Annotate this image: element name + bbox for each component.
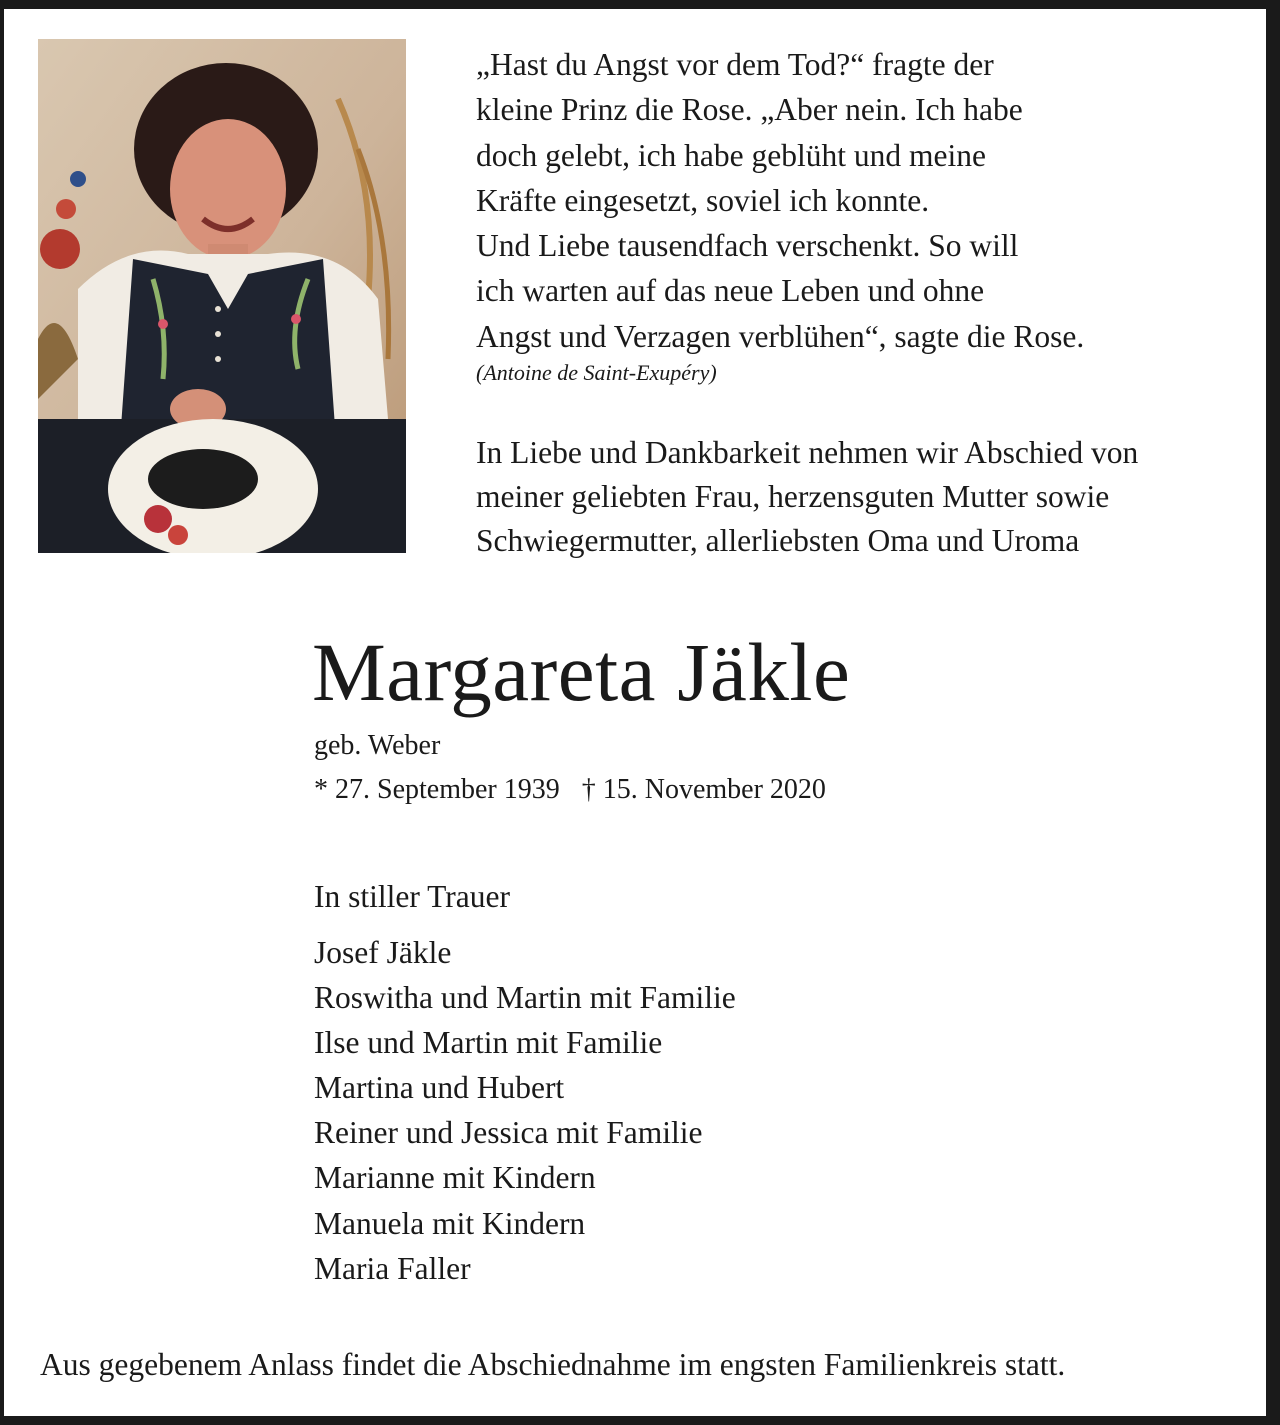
quote-line: Angst und Verzagen verblühen“, sagte die Rose. (476, 318, 1085, 354)
mourner-name: Reiner und Jessica mit Familie (314, 1115, 703, 1151)
quote-line: „Hast du Angst vor dem Tod?“ fragte der (476, 47, 994, 82)
death-date: † 15. November 2020 (581, 774, 826, 805)
quote-line: doch gelebt, ich habe geblüht und meine (476, 137, 986, 173)
birth-date: * 27. September 1939 (314, 774, 560, 805)
mourners-list (314, 930, 736, 1291)
deceased-name: Margareta Jäkle (312, 626, 851, 718)
intro-line: meiner geliebten Frau, herzensguten Mutter sowie (476, 479, 1110, 514)
intro-text (476, 431, 1256, 563)
quote-text (476, 42, 1236, 359)
mourner-name: Martina und Hubert (314, 1070, 565, 1106)
intro-line: Schwiegermutter, allerliebsten Oma und Uroma (476, 523, 1080, 558)
mourner-name: Josef Jäkle (314, 935, 452, 970)
mourner-name: Roswitha und Martin mit Familie (314, 980, 736, 1016)
intro-line: In Liebe und Dankbarkeit nehmen wir Abschied von (476, 435, 1139, 470)
life-dates (314, 772, 826, 808)
quote-line: Kräfte eingesetzt, soviel ich konnte. (476, 182, 930, 218)
quote-line: ich warten auf das neue Leben und ohne (476, 273, 985, 309)
maiden-name: geb. Weber (314, 730, 441, 761)
mourner-name: Marianne mit Kindern (314, 1160, 596, 1196)
quote-line: Und Liebe tausendfach verschenkt. So will (476, 228, 1019, 264)
mourners-title: In stiller Trauer (314, 879, 510, 914)
mourner-name: Ilse und Martin mit Familie (314, 1025, 663, 1061)
portrait-photo (38, 39, 406, 553)
mourner-name: Maria Faller (314, 1250, 471, 1286)
quote-line: kleine Prinz die Rose. „Aber nein. Ich habe (476, 92, 1023, 128)
mourner-name: Manuela mit Kindern (314, 1205, 586, 1241)
quote-source: (Antoine de Saint-Exupéry) (476, 360, 717, 385)
footer-note: Aus gegebenem Anlass findet die Abschiednahme im engsten Familienkreis statt. (40, 1347, 1066, 1382)
